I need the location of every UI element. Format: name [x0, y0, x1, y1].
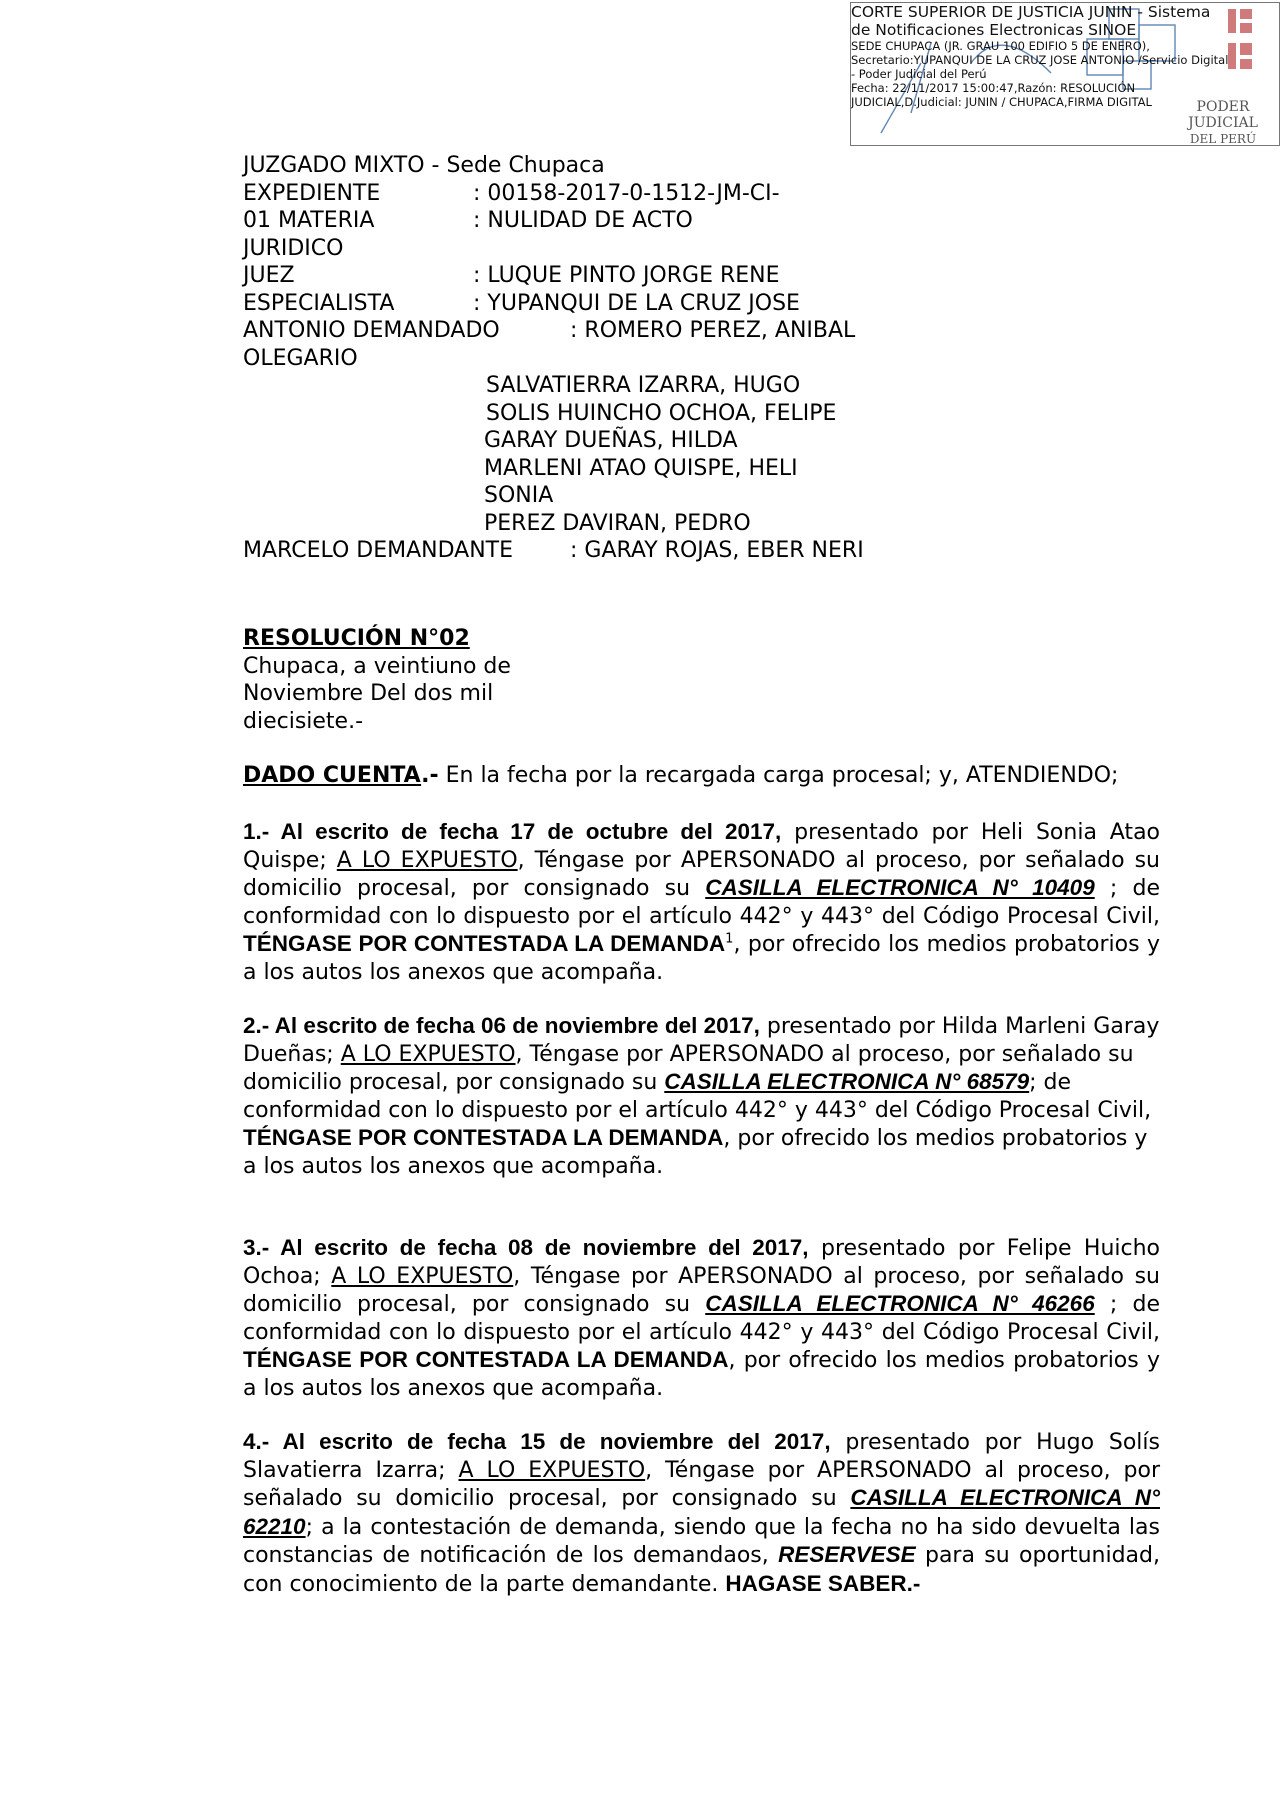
para-text: ; de conformidad con lo dispuesto por el artículo 442° y 443° del Código Procesal Civil,	[243, 1292, 1161, 1345]
expuesto-text: A LO EXPUESTO	[458, 1457, 646, 1483]
paragraph-1	[243, 818, 1160, 987]
expediente-value: : 00158-2017-0-1512-JM-CI-	[473, 180, 780, 206]
expuesto-text: A LO EXPUESTO	[340, 1041, 516, 1067]
especialista-value: : YUPANQUI DE LA CRUZ JOSE	[473, 290, 800, 316]
expediente-row	[243, 180, 1163, 208]
stamp-line: JUDICIAL,D.Judicial: JUNIN / CHUPACA,FIRMA DIGITAL	[851, 95, 1152, 109]
juez-row	[243, 262, 1163, 290]
paragraph-3	[243, 1234, 1160, 1403]
paragraph-4	[243, 1428, 1160, 1599]
para-text: , por ofrecido los medios probatorios y a los autos los anexos que acompaña.	[243, 1126, 1148, 1179]
wordmark-line: PODER JUDICIAL	[1188, 99, 1258, 131]
casilla-text: CASILLA ELECTRONICA N° 68579	[664, 1069, 1030, 1095]
dado-cuenta	[243, 762, 1163, 790]
especialista-row	[243, 290, 1163, 318]
reservese-text: RESERVESE	[778, 1542, 916, 1568]
stamp-line: Fecha: 22/11/2017 15:00:47,Razón: RESOLUCIÓN	[851, 81, 1136, 95]
resolution-date: Noviembre Del dos mil	[243, 681, 494, 706]
para-lead: 2.- Al escrito de fecha 06 de noviembre del 2017,	[243, 1013, 760, 1038]
para-text: , Téngase por APERSONADO al proceso, por señalado su domicilio procesal, por consignado su	[243, 1041, 1134, 1096]
case-header	[243, 152, 1163, 565]
demandado-row	[243, 317, 1163, 345]
demandado-value: : ROMERO PEREZ, ANIBAL	[570, 318, 856, 343]
resolution-date: Chupaca, a veintiuno de	[243, 653, 511, 679]
demandante-row	[243, 537, 1163, 565]
para-text: , por ofrecido los medios probatorios y a los autos los anexos que acompaña.	[243, 932, 1160, 985]
expediente-label: EXPEDIENTE	[243, 180, 381, 206]
resolution-block	[243, 625, 1163, 735]
dado-cuenta-label: DADO CUENTA	[243, 763, 422, 788]
para-text: ; de conformidad con lo dispuesto por el artículo 442° y 443° del Código Procesal Civil,	[243, 1070, 1152, 1123]
resolution-title: RESOLUCIÓN N°02	[243, 626, 470, 651]
demandado-item: SONIA	[484, 483, 554, 508]
juez-value: : LUQUE PINTO JORGE RENE	[473, 263, 780, 288]
demandado-item: MARLENI ATAO QUISPE, HELI	[484, 455, 798, 481]
para-text: presentado por Felipe Huicho Ochoa;	[243, 1236, 1160, 1289]
hagase-saber-text: HAGASE SABER.-	[725, 1570, 921, 1596]
stamp-line: - Poder Judicial del Perú	[851, 67, 987, 81]
resolution-date: diecisiete.-	[243, 708, 364, 734]
para-text: presentado por Hilda Marleni Garay Dueñas;	[243, 1014, 1160, 1067]
para-text: , Téngase por APERSONADO al proceso, por señalado su domicilio procesal, por consignado su	[243, 847, 1160, 902]
casilla-text: CASILLA ELECTRONICA N° 46266	[705, 1291, 1095, 1317]
digital-signature-stamp	[850, 2, 1280, 146]
juez-label: JUEZ	[243, 263, 295, 288]
para-lead: 1.- Al escrito de fecha 17 de octubre del 2017,	[243, 819, 782, 844]
para-text: , Téngase por APERSONADO al proceso, por señalado su domicilio procesal, por consignado su	[243, 1457, 1160, 1512]
demandante-value: : GARAY ROJAS, EBER NERI	[570, 538, 864, 563]
paragraph-2	[243, 1012, 1160, 1181]
para-text: , Téngase por APERSONADO al proceso, por señalado su domicilio procesal, por consignado su	[243, 1263, 1160, 1318]
para-lead: 3.- Al escrito de fecha 08 de noviembre del 2017,	[243, 1235, 809, 1260]
stamp-line: Secretario:YUPANQUI DE LA CRUZ JOSE ANTONIO /Servicio Digital	[851, 53, 1229, 67]
para-text: , por ofrecido los medios probatorios y a los autos los anexos que acompaña.	[243, 1348, 1160, 1401]
tengase-text: TÉNGASE POR CONTESTADA LA DEMANDA	[243, 931, 726, 957]
para-text: presentado por Hugo Solís Slavatierra Izarra;	[243, 1430, 1160, 1483]
casilla-text: CASILLA ELECTRONICA N° 10409	[705, 875, 1095, 901]
materia-cont: JURIDICO	[243, 235, 344, 261]
dado-cuenta-text: En la fecha por la recargada carga procesal; y, ATENDIENDO;	[438, 763, 1119, 788]
demandado-item: SALVATIERRA IZARRA, HUGO	[486, 373, 801, 398]
para-text: presentado por Heli Sonia Atao Quispe;	[243, 820, 1161, 873]
stamp-line: de Notificaciones Electronicas SINOE	[851, 21, 1137, 39]
materia-row	[243, 207, 1163, 235]
materia-value: : NULIDAD DE ACTO	[473, 208, 693, 233]
tengase-text: TÉNGASE POR CONTESTADA LA DEMANDA	[243, 1125, 724, 1151]
expuesto-text: A LO EXPUESTO	[336, 847, 518, 873]
expuesto-text: A LO EXPUESTO	[331, 1263, 514, 1289]
para-text: ; a la contestación de demanda, siendo que la fecha no ha sido devuelta las constancias de notificación de los demandaos,	[243, 1514, 1160, 1569]
expediente-cont: 01 MATERIA	[243, 208, 375, 233]
para-text: para su oportunidad, con conocimiento de la parte demandante.	[243, 1543, 1160, 1597]
poder-judicial-wordmark	[1173, 99, 1273, 146]
demandado-cont: OLEGARIO	[243, 345, 358, 371]
demandado-item: SOLIS HUINCHO OCHOA, FELIPE	[486, 400, 837, 426]
court-name: JUZGADO MIXTO - Sede Chupaca	[243, 153, 605, 178]
tengase-text: TÉNGASE POR CONTESTADA LA DEMANDA	[243, 1347, 729, 1373]
especialista-cont: ANTONIO DEMANDADO	[243, 318, 500, 343]
demandado-item: PEREZ DAVIRAN, PEDRO	[484, 510, 751, 536]
footnote-ref: 1	[725, 932, 734, 948]
stamp-line: SEDE CHUPACA (JR. GRAU 100 EDIFIO 5 DE ENERO),	[851, 39, 1150, 53]
demandado-item: GARAY DUEÑAS, HILDA	[484, 428, 738, 453]
dado-cuenta-suffix: .-	[421, 763, 439, 788]
casilla-text: CASILLA ELECTRONICA N° 62210	[243, 1485, 1160, 1539]
stamp-line: CORTE SUPERIOR DE JUSTICIA JUNIN - Sistema	[851, 3, 1211, 21]
especialista-label: ESPECIALISTA	[243, 290, 395, 316]
demandante-label: MARCELO DEMANDANTE	[243, 538, 513, 563]
para-lead: 4.- Al escrito de fecha 15 de noviembre del 2017,	[243, 1429, 831, 1454]
wordmark-line: DEL PERÚ	[1189, 132, 1257, 146]
para-text: ; de conformidad con lo dispuesto por el artículo 442° y 443° del Código Procesal Civil,	[243, 876, 1161, 929]
